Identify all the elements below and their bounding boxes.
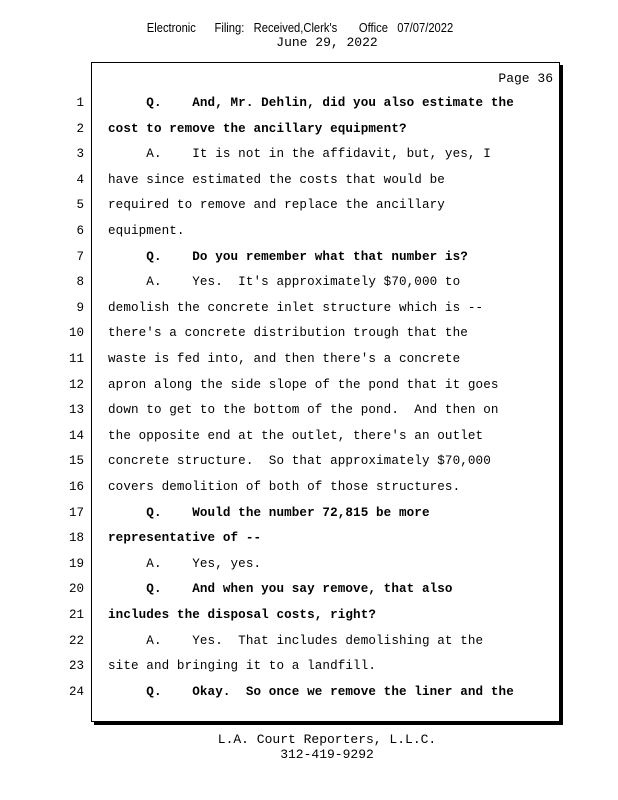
line-number: 10	[68, 326, 84, 340]
deposition-date: June 29, 2022	[276, 35, 378, 50]
line-number: 5	[76, 198, 84, 212]
line-number: 9	[76, 301, 84, 315]
line-number: 2	[76, 122, 84, 136]
answer-line: the opposite end at the outlet, there's an outlet	[108, 429, 484, 443]
filing-stamp: Electronic Filing: Received,Clerk's Office 07/07/2022	[146, 20, 454, 35]
answer-line: apron along the side slope of the pond that it goes	[108, 378, 499, 392]
answer-line: down to get to the bottom of the pond. And then on	[108, 403, 499, 417]
page-number: Page 36	[498, 71, 553, 86]
line-number: 16	[68, 480, 84, 494]
line-number: 14	[68, 429, 84, 443]
answer-line: demolish the concrete inlet structure which is --	[108, 301, 484, 315]
answer-line: A. Yes. That includes demolishing at the	[108, 634, 484, 648]
line-number: 7	[76, 250, 84, 264]
question-line: Q. And, Mr. Dehlin, did you also estimate the	[108, 96, 514, 110]
court-reporter-phone: 312-419-9292	[280, 747, 374, 762]
line-number: 20	[68, 582, 84, 596]
answer-line: A. Yes, yes.	[108, 557, 262, 571]
answer-line: covers demolition of both of those structures.	[108, 480, 461, 494]
line-number: 23	[68, 659, 84, 673]
answer-line: A. Yes. It's approximately $70,000 to	[108, 275, 461, 289]
line-number: 18	[68, 531, 84, 545]
answer-line: have since estimated the costs that would be	[108, 173, 445, 187]
answer-line: concrete structure. So that approximately $70,000	[108, 454, 491, 468]
answer-line: A. It is not in the affidavit, but, yes, I	[108, 147, 491, 161]
question-line: Q. Do you remember what that number is?	[108, 250, 468, 264]
line-number: 6	[76, 224, 84, 238]
line-number: 3	[76, 147, 84, 161]
line-number: 8	[76, 275, 84, 289]
line-number: 22	[68, 634, 84, 648]
question-line: Q. Okay. So once we remove the liner and the	[108, 685, 514, 699]
court-reporter-name: L.A. Court Reporters, L.L.C.	[217, 732, 437, 747]
answer-line: site and bringing it to a landfill.	[108, 659, 377, 673]
answer-line: there's a concrete distribution trough that the	[108, 326, 468, 340]
line-number: 19	[68, 557, 84, 571]
question-line: Q. And when you say remove, that also	[108, 582, 453, 596]
line-number: 21	[68, 608, 84, 622]
line-number: 17	[68, 506, 84, 520]
answer-line: equipment.	[108, 224, 185, 238]
line-number: 13	[68, 403, 84, 417]
question-line: representative of --	[108, 531, 262, 545]
answer-line: required to remove and replace the ancillary	[108, 198, 445, 212]
line-number: 4	[76, 173, 84, 187]
line-number: 1	[76, 96, 84, 110]
line-number: 12	[68, 378, 84, 392]
line-number: 24	[68, 685, 84, 699]
line-number: 15	[68, 454, 84, 468]
line-number: 11	[68, 352, 84, 366]
question-line: cost to remove the ancillary equipment?	[108, 122, 407, 136]
question-line: includes the disposal costs, right?	[108, 608, 377, 622]
answer-line: waste is fed into, and then there's a concrete	[108, 352, 461, 366]
question-line: Q. Would the number 72,815 be more	[108, 506, 430, 520]
